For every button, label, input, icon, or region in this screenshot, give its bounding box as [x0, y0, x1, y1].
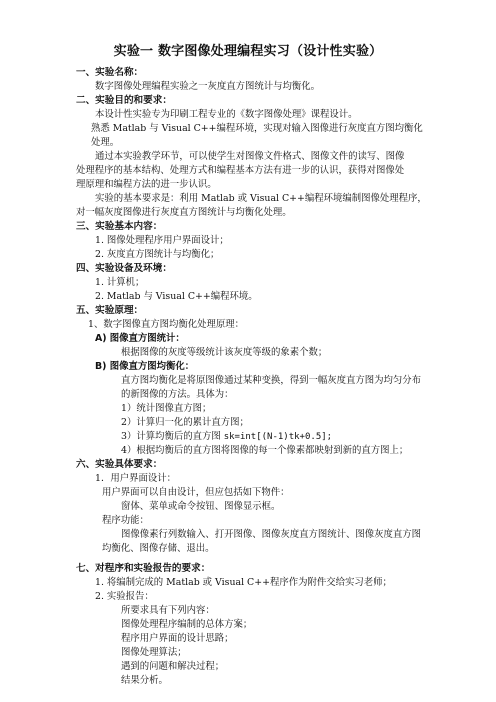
- section-5-step-1: 1）统计图像直方图；: [121, 403, 212, 414]
- section-1-heading: 一、实验名称：: [76, 67, 144, 78]
- section-3-item-1: 1. 图像处理程序用户界面设计；: [95, 235, 229, 246]
- section-4-item-1: 1. 计算机；: [95, 277, 145, 288]
- section-2-heading: 二、实验目的和要求：: [76, 95, 172, 106]
- section-5-step-3-formula: sk=int[(N-1)tk+0.5];: [223, 432, 333, 442]
- section-5-a-body: 根据图像的灰度等级统计该灰度等级的象素个数；: [121, 347, 328, 358]
- section-5-step-2: 2）计算归一化的累计直方图；: [121, 417, 249, 428]
- section-6-line-1: 用户界面可以自由设计，但应包括如下物件：: [102, 487, 290, 498]
- section-6-line-5: 均衡化、图像存储、退出。: [102, 543, 215, 554]
- section-5-step-3-text: 3）计算均衡后的直方图: [121, 431, 224, 442]
- section-2-line-6: 理原理和编程方法的进一步认识。: [76, 179, 217, 190]
- section-1-body: 数字图像处理编程实验之一灰度直方图统计与均衡化。: [95, 81, 321, 92]
- section-7-report-line-2: 图像处理程序编制的总体方案；: [121, 619, 253, 630]
- section-5-subheading: 1、数字图像直方图均衡化处理原理：: [88, 319, 244, 330]
- section-3-heading: 三、实验基本内容：: [76, 221, 163, 232]
- section-7-report-line-1: 所要求具有下列内容：: [121, 605, 215, 616]
- section-5-heading: 五、实验原理：: [76, 305, 144, 316]
- section-7-report-line-4: 图像处理算法；: [121, 647, 187, 658]
- section-4-heading: 四、实验设备及环境：: [76, 263, 172, 274]
- section-7-report-line-3: 程序用户界面的设计思路；: [121, 633, 234, 644]
- section-5-step-3: [121, 430, 332, 444]
- section-7-report-line-5: 遇到的问题和解决过程；: [121, 661, 225, 672]
- section-7-item-2: 2. 实验报告：: [95, 591, 154, 602]
- section-6-heading: 六、实验具体要求：: [76, 459, 163, 470]
- section-2-line-7: 实验的基本要求是：利用 Matlab 或 Visual C++编程环境编制图像处理程序，: [95, 193, 427, 204]
- section-6-line-3: 程序功能：: [102, 515, 149, 526]
- section-2-line-5: 处理程序的基本结构、处理方式和编程基本方法有进一步的认识，获得对图像处: [76, 165, 405, 176]
- section-2-line-4: 通过本实验教学环节，可以使学生对图像文件格式、图像文件的读写、图像: [95, 151, 405, 162]
- section-6-item-1: 1．用户界面设计：: [95, 473, 176, 484]
- section-2-line-3: 处理。: [91, 137, 120, 148]
- page-title: 实验一 数字图像处理编程实习（设计性实验）: [113, 44, 383, 59]
- section-4-item-2: 2. Matlab 与 Visual C++编程环境。: [95, 291, 258, 302]
- section-7-report-line-6: 结果分析。: [121, 675, 168, 686]
- section-5-step-4: 4）根据均衡后的直方图将图像的每一个像素都映射到新的直方图上；: [121, 445, 409, 456]
- section-6-line-2: 窗体、菜单或命令按钮、图像显示框。: [121, 501, 281, 512]
- section-5-b-heading: B) 图像直方图均衡化：: [95, 361, 195, 372]
- section-5-b-line-1: 直方图均衡化是将原图像通过某种变换，得到一幅灰度直方图为均匀分布: [121, 375, 422, 386]
- section-7-item-1: 1. 将编制完成的 Matlab 或 Visual C++程序作为附件交给实习老师；: [95, 577, 392, 588]
- section-5-a-heading: A) 图像直方图统计：: [95, 333, 185, 344]
- section-3-item-2: 2. 灰度直方图统计与均衡化；: [95, 249, 220, 260]
- section-5-b-line-2: 的新图像的方法。具体为：: [121, 389, 234, 400]
- section-2-line-1: 本设计性实验专为印刷工程专业的《数字图像处理》课程设计。: [95, 109, 358, 120]
- section-2-line-2: 熟悉 Matlab 与 Visual C++编程环境，实现对输入图像进行灰度直方图均衡化: [91, 123, 423, 134]
- section-2-line-8: 对一幅灰度图像进行灰度直方图统计与均衡化处理。: [76, 207, 292, 218]
- section-6-line-4: 图像像素行列数输入、打开图像、图像灰度直方图统计、图像灰度直方图: [121, 529, 422, 540]
- section-7-heading: 七、对程序和实验报告的要求：: [76, 563, 211, 574]
